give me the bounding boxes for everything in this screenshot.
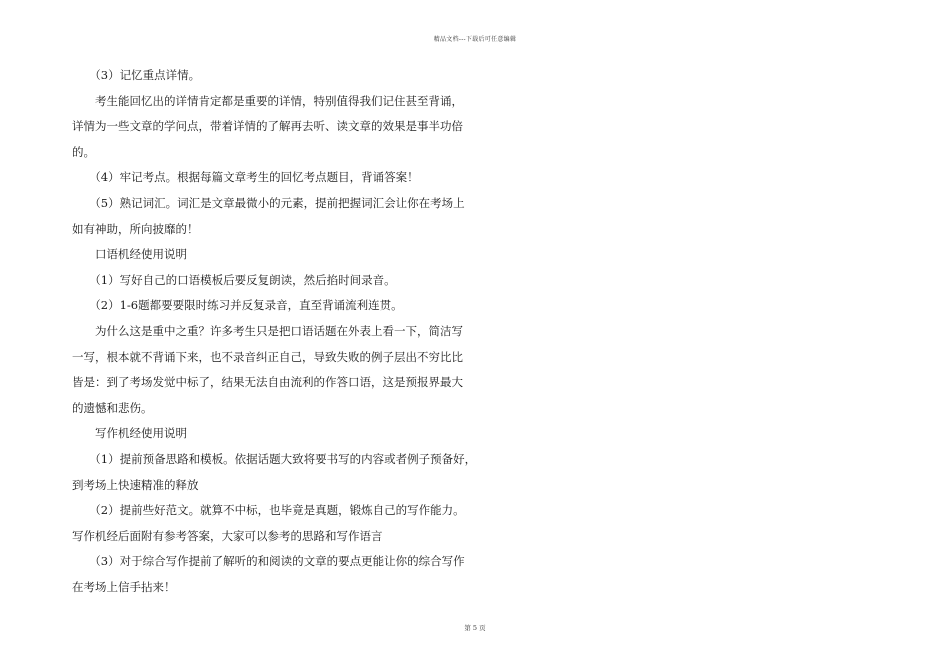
text-line: （5）熟记词汇。词汇是文章最微小的元素，提前把握词汇会让你在考场上 [72, 195, 465, 210]
text-line: （4）牢记考点。根据每篇文章考生的回忆考点题目，背诵答案！ [72, 170, 419, 185]
section-heading: 口语机经使用说明 [72, 247, 187, 262]
text-line: 为什么这是重中之重？许多考生只是把口语话题在外表上看一下，简洁写 [72, 323, 463, 338]
text-line: （1）提前预备思路和模板。依据话题大致将要书写的内容或者例子预备好， [72, 451, 477, 466]
text-line: （1）写好自己的口语模板后要反复朗读，然后掐时间录音。 [72, 272, 396, 287]
text-line: 的遗憾和悲伤。 [72, 400, 153, 415]
text-line: （2）1-6题都要要限时练习并反复录音，直至背诵流利连贯。 [72, 298, 403, 313]
page-header: 精品文档---下载后可任意编辑 [433, 36, 517, 43]
text-line: 如有神助，所向披靡的！ [72, 221, 199, 236]
text-line: 详情为一些文章的学问点，带着详情的了解再去听、读文章的效果是事半功倍 [72, 119, 463, 134]
text-line: （3）记忆重点详情。 [72, 68, 201, 82]
text-line: 在考场上信手拈来！ [72, 579, 176, 594]
text-line: 考生能回忆出的详情肯定都是重要的详情，特别值得我们记住甚至背诵， [72, 93, 463, 108]
text-line: 写作机经后面附有参考答案，大家可以参考的思路和写作语言 [72, 528, 383, 543]
text-line: 的。 [72, 144, 95, 159]
document-body [72, 63, 477, 600]
section-heading: 写作机经使用说明 [72, 426, 187, 441]
text-line: 皆是：到了考场发觉中标了，结果无法自由流利的作答口语，这是预报界最大 [72, 375, 463, 390]
text-line: 一写，根本就不背诵下来，也不录音纠正自己，导致失败的例子层出不穷比比 [72, 349, 463, 364]
text-line: （3）对于综合写作提前了解听的和阅读的文章的要点更能让你的综合写作 [72, 554, 465, 569]
text-line: 到考场上快速精准的释放 [72, 477, 199, 492]
page-number: 第 5 页 [464, 624, 486, 632]
text-line: （2）提前些好范文。就算不中标，也毕竟是真题，锻炼自己的写作能力。 [72, 503, 465, 518]
